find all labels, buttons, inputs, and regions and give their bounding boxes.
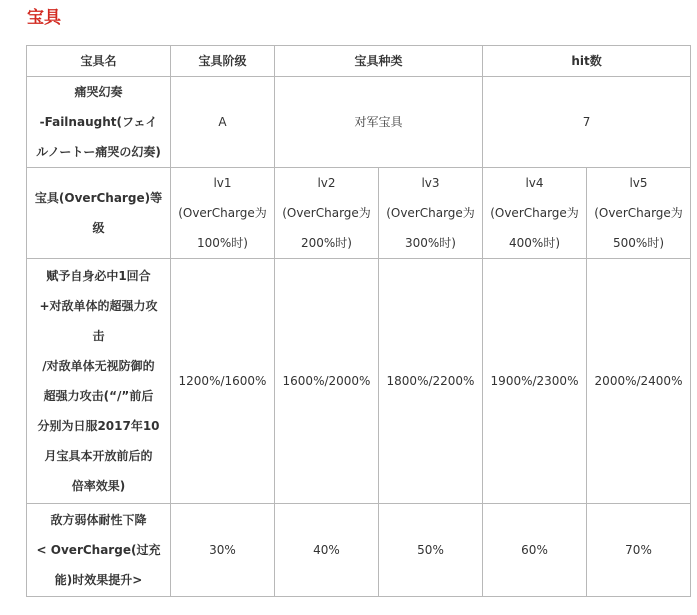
noble-phantasm-table <box>26 45 691 597</box>
level-condition: 200%时) <box>301 236 352 250</box>
header-hits: hit数 <box>483 46 691 77</box>
header-name: 宝具名 <box>27 46 171 77</box>
debuff-value-lv1: 30% <box>171 504 275 597</box>
effect-label-line: 赋予自身必中1回合 <box>46 269 151 283</box>
header-rank: 宝具阶级 <box>171 46 275 77</box>
debuff-label <box>27 504 171 597</box>
np-info-row <box>27 77 691 168</box>
level-condition: 400%时) <box>509 236 561 250</box>
level-name: lv4 <box>525 176 544 190</box>
overcharge-label-line: 级 <box>92 221 105 235</box>
np-rank: A <box>171 77 275 168</box>
overcharge-label <box>27 168 171 259</box>
effect-label-line: 月宝具本开放前后的 <box>44 449 153 463</box>
level-condition: (OverCharge为 <box>282 206 371 220</box>
effect-label-line: +对敌单体的超强力攻 <box>39 299 158 313</box>
level-name: lv3 <box>421 176 440 190</box>
overcharge-level-3 <box>379 168 483 259</box>
debuff-label-line: 能)时效果提升> <box>54 573 143 587</box>
np-name-line: ルノートー痛哭の幻奏) <box>36 145 161 159</box>
overcharge-level-2 <box>275 168 379 259</box>
level-name: lv5 <box>629 176 648 190</box>
effect-label <box>27 259 171 504</box>
effect-value-lv3: 1800%/2200% <box>379 259 483 504</box>
level-condition: 500%时) <box>613 236 665 250</box>
overcharge-row <box>27 168 691 259</box>
debuff-value-lv4: 60% <box>483 504 587 597</box>
level-condition: (OverCharge为 <box>490 206 579 220</box>
debuff-value-lv3: 50% <box>379 504 483 597</box>
debuff-value-lv2: 40% <box>275 504 379 597</box>
effect-row <box>27 259 691 504</box>
effect-label-line: 超强力攻击(“/”前后 <box>43 389 154 403</box>
effect-value-lv5: 2000%/2400% <box>587 259 691 504</box>
overcharge-level-1 <box>171 168 275 259</box>
effect-value-lv2: 1600%/2000% <box>275 259 379 504</box>
level-name: lv2 <box>317 176 336 190</box>
effect-value-lv1: 1200%/1600% <box>171 259 275 504</box>
effect-value-lv4: 1900%/2300% <box>483 259 587 504</box>
section-title: 宝具 <box>27 8 61 28</box>
level-name: lv1 <box>213 176 232 190</box>
level-condition: 300%时) <box>405 236 456 250</box>
np-name-line: 痛哭幻奏 <box>74 85 123 99</box>
np-type: 对军宝具 <box>275 77 483 168</box>
level-condition: (OverCharge为 <box>594 206 683 220</box>
header-row <box>27 46 691 77</box>
effect-label-line: 倍率效果) <box>71 479 126 493</box>
effect-label-line: /对敌单体无视防御的 <box>42 359 155 373</box>
effect-label-line: 击 <box>92 329 105 343</box>
np-hits: 7 <box>483 77 691 168</box>
debuff-label-line: < OverCharge(过充 <box>36 543 161 557</box>
level-condition: (OverCharge为 <box>386 206 475 220</box>
debuff-row <box>27 504 691 597</box>
np-name-line: -Failnaught(フェイ <box>39 115 158 129</box>
header-type: 宝具种类 <box>275 46 483 77</box>
overcharge-label-line: 宝具(OverCharge)等 <box>34 191 163 205</box>
debuff-value-lv5: 70% <box>587 504 691 597</box>
debuff-label-line: 敌方弱体耐性下降 <box>50 513 147 527</box>
overcharge-level-5 <box>587 168 691 259</box>
np-name-cell <box>27 77 171 168</box>
level-condition: 100%时) <box>197 236 248 250</box>
effect-label-line: 分别为日服2017年10 <box>37 419 160 433</box>
level-condition: (OverCharge为 <box>178 206 267 220</box>
overcharge-level-4 <box>483 168 587 259</box>
